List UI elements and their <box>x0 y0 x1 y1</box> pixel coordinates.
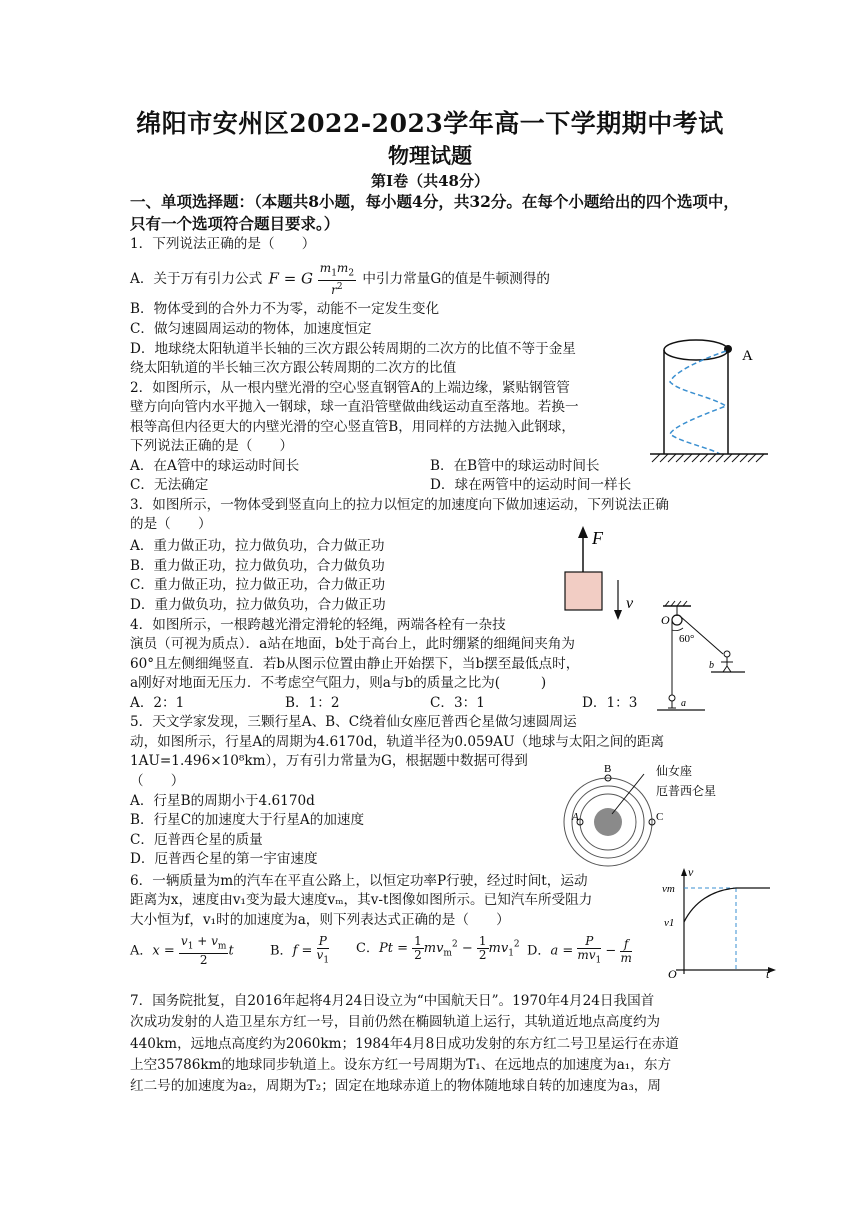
performer-label-a: a <box>681 698 686 709</box>
steel-pipe-figure <box>640 330 770 470</box>
q5-option-d: D．厄普西仑星的第一宇宙速度 <box>130 851 318 867</box>
planet-label-a: A <box>572 811 579 823</box>
q1-stem: 1．下列说法正确的是（ ） <box>130 236 316 252</box>
planet-label-c: C <box>656 811 664 823</box>
graph-label-v1: v1 <box>664 917 675 929</box>
q1-option-a <box>130 262 550 297</box>
q4-stem-line2: 演员（可视为质点）．a站在地面，b处于高台上，此时绷紧的细绳间夹角为 <box>130 636 576 652</box>
q6-option-b: B．f = $\frac{P}{v_1}$ <box>270 934 330 966</box>
q6-stem-line1: 6．一辆质量为m的汽车在平直公路上，以恒定功率P行驶，经过时间t，运动 <box>130 873 588 889</box>
q5-stem-line3: 1AU=1.496×10⁸km），万有引力常量为G，根据题中数据可得到 <box>130 753 528 769</box>
q5-option-b: B．行星C的加速度大于行星A的加速度 <box>130 812 365 828</box>
q4-stem-line1: 4．如图所示，一根跨越光滑定滑轮的轻绳，两端各栓有一杂技 <box>130 617 506 633</box>
q1-a-suffix: 中引力常量G的值是牛顿测得的 <box>362 271 550 288</box>
part-title: 第Ⅰ卷（共48分） <box>371 172 489 190</box>
q6-option-d: D．a = $\frac{P}{mv_1}$ − $\frac{f}{m}$ <box>527 934 632 966</box>
q7-line1: 7．国务院批复，自2016年起将4月24日设立为“中国航天日”。1970年4月24日我国首 <box>130 993 655 1009</box>
q3-option-c: C．重力做正功，拉力做正功，合力做正功 <box>130 577 386 593</box>
q7-line4: 上空35786km的地球同步轨道上。设东方红一号周期为T₁、在远地点的加速度为a₁，东方 <box>130 1057 672 1073</box>
q2-option-a: A．在A管中的球运动时间长 <box>130 458 300 474</box>
q3-option-d: D．重力做负功，拉力做负功，合力做正功 <box>130 597 386 613</box>
graph-axis-t: t <box>766 967 770 978</box>
q4-option-c: C．3：1 <box>430 695 485 711</box>
graph-axis-v: v <box>688 866 694 879</box>
q5-stem-line1: 5．天文学家发现，三颗行星A、B、C绕着仙女座厄普西仑星做匀速圆周运 <box>130 714 577 730</box>
q4-option-b: B．1：2 <box>285 695 340 711</box>
q1-option-d-line2: 绕太阳轨道的半长轴三次方跟公转周期的二次方的比值 <box>130 360 457 376</box>
gravitation-formula: F = G $\frac{m_1m_2}{r^2}$ <box>268 261 355 298</box>
planet-label-b: B <box>604 763 612 775</box>
performer-label-b: b <box>709 660 714 671</box>
q5-stem-line4: （ ） <box>130 773 185 789</box>
pulley-figure <box>655 600 745 715</box>
q6-stem-line3: 大小恒为f，v₁时的加速度为a，则下列表达式正确的是（ ） <box>130 912 510 928</box>
force-block-figure <box>560 522 650 622</box>
q1-option-b: B．物体受到的合外力不为零，动能不一定发生变化 <box>130 301 440 317</box>
graph-label-vm: vm <box>662 883 675 895</box>
vt-graph-figure <box>660 866 780 978</box>
exam-title: 绵阳市安州区2022-2023学年高一下学期期中考试 <box>136 109 724 138</box>
q7-line5: 红二号的加速度为a₂，周期为T₂；固定在地球赤道上的物体随地球自转的加速度为a₃，周 <box>130 1078 661 1094</box>
q2-stem-line3: 根等高但内径更大的内壁光滑的空心竖直管B，用同样的方法抛入此钢球， <box>130 419 575 435</box>
angle-label: 60° <box>679 633 695 645</box>
q4-option-d: D．1：3 <box>582 695 638 711</box>
q7-line3: 440km，远地点高度约为2060km；1984年4月8日成功发射的东方红二号卫星运行在赤道 <box>130 1036 679 1052</box>
pulley-label-o: O <box>661 613 670 627</box>
q2-option-c: C．无法确定 <box>130 477 209 493</box>
q6-option-c: C．Pt = $\frac{1}{2}$ $mv_m^2$ − $\frac{1}{2}$ $mv_1^2$ <box>356 934 520 962</box>
orbit-figure <box>560 762 740 882</box>
pipe-label-a: A <box>742 348 753 364</box>
q3-stem-line2: 的是（ ） <box>130 516 212 532</box>
q2-option-b: B．在B管中的球运动时间长 <box>430 458 600 474</box>
q7-line2: 次成功发射的人造卫星东方红一号，目前仍然在椭圆轨道上运行，其轨道近地点高度约为 <box>130 1014 661 1030</box>
graph-origin: O <box>668 967 677 978</box>
q2-stem-line4: 下列说法正确的是（ ） <box>130 438 294 454</box>
q4-stem-line3: 60°且左侧细绳竖直．若b从图示位置由静止开始摆下，当b摆至最低点时， <box>130 656 580 672</box>
q3-option-a: A．重力做正功，拉力做负功，合力做正功 <box>130 538 385 554</box>
q5-option-a: A．行星B的周期小于4.6170d <box>130 793 315 809</box>
force-label-f: F <box>592 528 603 548</box>
subject-title: 物理试题 <box>388 143 472 168</box>
q6-option-a: A．x = $\frac{v_1 + v_m}{2}$ t <box>130 934 234 968</box>
q6-stem-line2: 距离为x，速度由v₁变为最大速度vₘ，其v-t图像如图所示。已知汽车所受阻力 <box>130 892 593 908</box>
q3-stem-line1: 3．如图所示，一物体受到竖直向上的拉力以恒定的加速度向下做加速运动，下列说法正确 <box>130 497 669 513</box>
q4-stem-line4: a刚好对地面无压力．不考虑空气阻力，则a与b的质量之比为( ) <box>130 675 547 691</box>
andromeda-label: 仙女座 <box>656 764 693 778</box>
velocity-label-v: v <box>626 595 634 612</box>
q4-option-a: A．2：1 <box>130 695 185 711</box>
q2-option-d: D．球在两管中的运动时间一样长 <box>430 477 632 493</box>
q5-stem-line2: 动，如图所示，行星A的周期为4.6170d，轨道半径为0.059AU（地球与太阳之间的距离 <box>130 734 665 750</box>
q2-stem-line2: 壁方向向管内水平抛入一钢球，球一直沿管壁做曲线运动直至落地。若换一 <box>130 399 579 415</box>
q1-option-c: C．做匀速圆周运动的物体，加速度恒定 <box>130 321 372 337</box>
q2-stem-line1: 2．如图所示，从一根内壁光滑的空心竖直钢管A的上端边缘，紧贴钢管管 <box>130 380 570 396</box>
q1-option-d-line1: D．地球绕太阳轨道半长轴的三次方跟公转周期的二次方的比值不等于金星 <box>130 341 576 357</box>
section-heading: 一、单项选择题：（本题共8小题，每小题4分，共32分。在每个小题给出的四个选项中，只有一个选项符合题目要求。） <box>130 192 739 233</box>
q5-option-c: C．厄普西仑星的质量 <box>130 832 263 848</box>
q1-a-prefix: A．关于万有引力公式 <box>130 271 263 288</box>
upsilon-star-label: 厄普西仑星 <box>656 784 717 798</box>
q3-option-b: B．重力做正功，拉力做负功，合力做负功 <box>130 558 385 574</box>
